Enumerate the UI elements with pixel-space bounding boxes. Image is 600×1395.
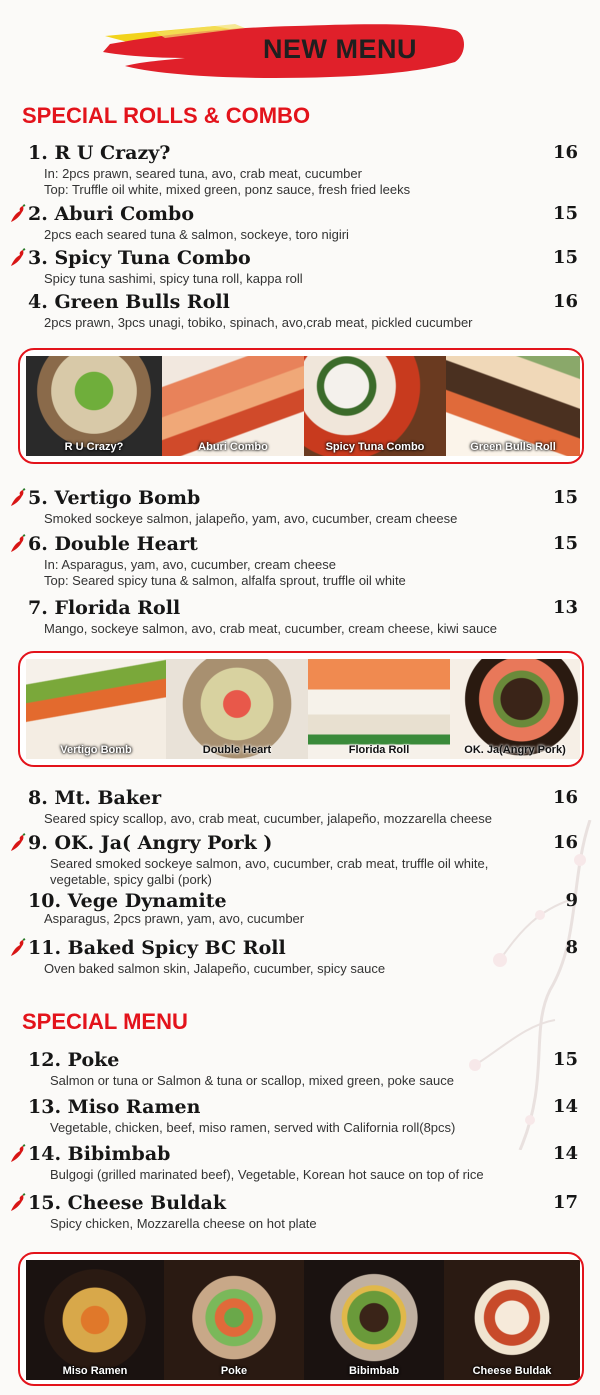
item-description: Spicy tuna sashimi, spicy tuna roll, kappa roll xyxy=(44,271,303,286)
photo-caption: Double Heart xyxy=(202,744,272,756)
photo-caption: Green Bulls Roll xyxy=(470,441,556,453)
item-price: 15 xyxy=(552,1049,578,1070)
item-name: 4. Green Bulls Roll xyxy=(28,291,230,313)
item-description: 2pcs prawn, 3pcs unagi, tobiko, spinach, avo,crab meat, pickled cucumber xyxy=(44,315,473,330)
item-price: 14 xyxy=(552,1096,578,1117)
food-photo xyxy=(444,1260,580,1380)
chili-pepper-icon xyxy=(8,938,28,958)
chili-pepper-icon xyxy=(8,833,28,853)
item-description: Seared spicy scallop, avo, crab meat, cucumber, jalapeño, mozzarella cheese xyxy=(44,811,493,826)
food-photo xyxy=(304,356,446,456)
photo-strip xyxy=(18,651,584,767)
item-description: Seared smoked sockeye salmon, avo, cucumber, crab meat, truffle oil white, vegetable, spicy galbi (pork) xyxy=(50,856,489,887)
item-price: 16 xyxy=(552,142,578,163)
food-photo xyxy=(164,1260,304,1380)
photo-strip xyxy=(18,348,584,464)
section-title-special-menu: SPECIAL MENU xyxy=(22,1009,188,1034)
item-name: 7. Florida Roll xyxy=(28,597,181,619)
item-name: 6. Double Heart xyxy=(28,533,198,555)
item-price: 16 xyxy=(552,787,578,808)
item-name: 3. Spicy Tuna Combo xyxy=(28,247,251,269)
item-description: 2pcs each seared tuna & salmon, sockeye, toro nigiri xyxy=(44,227,349,242)
food-photo xyxy=(26,1260,164,1380)
photo-caption: Aburi Combo xyxy=(198,441,268,453)
photo-caption: Bibimbab xyxy=(348,1365,400,1377)
chili-pepper-icon xyxy=(8,534,28,554)
chili-pepper-icon xyxy=(8,488,28,508)
photo-caption: Poke xyxy=(220,1365,248,1377)
item-price: 15 xyxy=(552,487,578,508)
item-name: 2. Aburi Combo xyxy=(28,203,194,225)
food-photo xyxy=(162,356,304,456)
photo-strip xyxy=(18,1252,584,1386)
item-description: In: 2pcs prawn, seared tuna, avo, crab meat, cucumber Top: Truffle oil white, mixed green, ponz sauce, fresh fried leeks xyxy=(44,166,411,197)
item-description: Vegetable, chicken, beef, miso ramen, served with California roll(8pcs) xyxy=(50,1120,456,1135)
item-price: 8 xyxy=(565,937,578,958)
item-name: 15. Cheese Buldak xyxy=(28,1192,227,1214)
item-description: Spicy chicken, Mozzarella cheese on hot plate xyxy=(50,1216,317,1231)
food-photo xyxy=(450,659,580,759)
photo-caption: R U Crazy? xyxy=(64,441,124,453)
food-photo xyxy=(166,659,308,759)
item-name: 13. Miso Ramen xyxy=(28,1096,201,1118)
food-photo xyxy=(26,356,162,456)
food-photo xyxy=(308,659,450,759)
item-name: 12. Poke xyxy=(28,1049,120,1071)
item-name: 8. Mt. Baker xyxy=(28,787,162,809)
item-price: 9 xyxy=(565,890,578,911)
item-name: 1. R U Crazy? xyxy=(28,142,171,164)
item-price: 15 xyxy=(552,203,578,224)
item-name: 5. Vertigo Bomb xyxy=(28,487,201,509)
menu-header xyxy=(95,14,475,88)
chili-pepper-icon xyxy=(8,1144,28,1164)
item-name: 14. Bibimbab xyxy=(28,1143,171,1165)
photo-caption: Miso Ramen xyxy=(62,1365,128,1377)
chili-pepper-icon xyxy=(8,1193,28,1213)
item-description: Smoked sockeye salmon, jalapeño, yam, avo, cucumber, cream cheese xyxy=(44,511,458,526)
photo-caption: Vertigo Bomb xyxy=(60,744,132,756)
item-price: 14 xyxy=(552,1143,578,1164)
section-title-special-rolls: SPECIAL ROLLS & COMBO xyxy=(22,103,311,128)
item-description: Mango, sockeye salmon, avo, crab meat, cucumber, cream cheese, kiwi sauce xyxy=(44,621,498,636)
item-price: 15 xyxy=(552,247,578,268)
food-photo xyxy=(26,659,166,759)
item-description: Oven baked salmon skin, Jalapeño, cucumber, spicy sauce xyxy=(44,961,386,976)
chili-pepper-icon xyxy=(8,248,28,268)
item-price: 16 xyxy=(552,832,578,853)
item-description: In: Asparagus, yam, avo, cucumber, cream cheese Top: Seared spicy tuna & salmon, alfalfa sprout, truffle oil white xyxy=(44,557,406,588)
food-photo xyxy=(304,1260,444,1380)
chili-pepper-icon xyxy=(8,204,28,224)
item-name: 10. Vege Dynamite xyxy=(28,890,227,912)
item-price: 13 xyxy=(552,597,578,618)
photo-caption: Cheese Buldak xyxy=(472,1365,552,1377)
food-photo xyxy=(446,356,580,456)
item-description: Asparagus, 2pcs prawn, yam, avo, cucumber xyxy=(44,911,305,926)
item-description: Bulgogi (grilled marinated beef), Vegetable, Korean hot sauce on top of rice xyxy=(50,1167,484,1182)
item-description: Salmon or tuna or Salmon & tuna or scallop, mixed green, poke sauce xyxy=(50,1073,454,1088)
photo-caption: OK. Ja(Angry Pork) xyxy=(464,744,566,756)
item-name: 11. Baked Spicy BC Roll xyxy=(28,937,286,959)
item-price: 16 xyxy=(552,291,578,312)
item-name: 9. OK. Ja( Angry Pork ) xyxy=(28,832,273,854)
item-price: 15 xyxy=(552,533,578,554)
photo-caption: Spicy Tuna Combo xyxy=(325,441,425,453)
item-price: 17 xyxy=(552,1192,578,1213)
photo-caption: Florida Roll xyxy=(348,744,410,756)
menu-title: NEW MENU xyxy=(263,34,417,64)
